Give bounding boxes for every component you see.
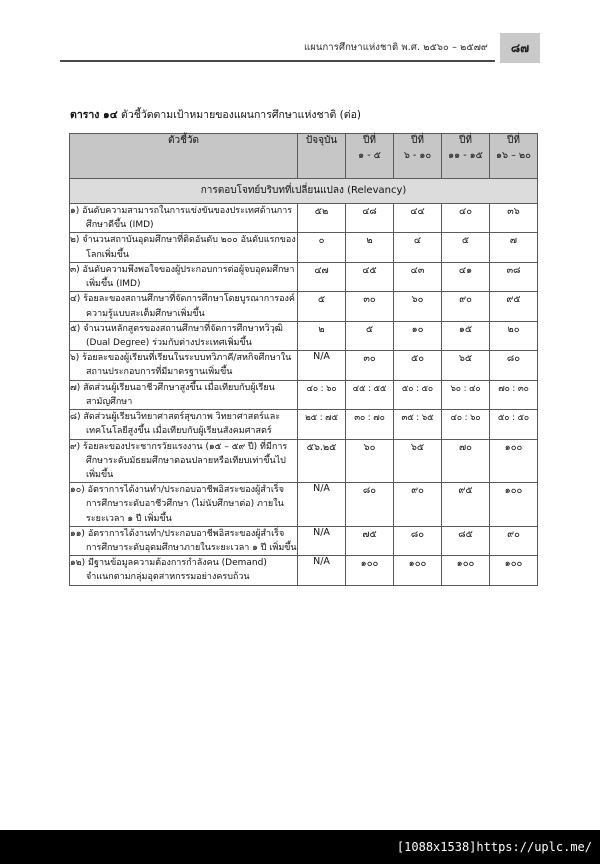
value-cell-p3: ๙๕ <box>442 483 490 527</box>
table-row <box>70 321 538 350</box>
indicator-name-cell <box>70 292 298 321</box>
indicator-text: มีฐานข้อมูลความต้องการกำลังคน (Demand) จำแนกตามกลุ่มอุตสาหกรรมอย่างครบถ้วน <box>86 558 267 583</box>
value-cell-p4: ๕๐ : ๕๐ <box>490 410 538 439</box>
indicator-number: ๖) <box>70 353 80 364</box>
value-cell-p3: ๔๐ <box>442 204 490 233</box>
column-header-period-4-line2: ๑๖ – ๒๐ <box>496 149 531 161</box>
footer-watermark-text: [1088x1538]https://uplc.me/ <box>396 840 592 854</box>
table-row <box>70 380 538 409</box>
value-cell-p4: ๑๐๐ <box>490 439 538 483</box>
value-cell-p2: ๑๐ <box>394 321 442 350</box>
indicator-name-cell <box>70 410 298 439</box>
column-header-period-3-line1: ปีที่ <box>459 135 472 146</box>
column-header-period-3-line2: ๑๑ - ๑๕ <box>448 149 483 161</box>
indicator-name-cell <box>70 526 298 555</box>
value-cell-current: ๕๖.๒๕ <box>298 439 346 483</box>
indicator-number: ๑๑) <box>70 528 85 539</box>
table-section-row <box>70 179 538 204</box>
indicator-number: ๕) <box>70 323 81 334</box>
indicator-text: จำนวนหลักสูตรของสถานศึกษาที่จัดการศึกษาทวิวุฒิ (Dual Degree) ร่วมกับต่างประเทศเพิ่มขึ้น <box>83 323 283 348</box>
indicators-table <box>69 133 538 586</box>
value-cell-p3: ๗๐ <box>442 439 490 483</box>
indicator-number: ๓) <box>70 264 80 275</box>
indicator-name-cell <box>70 439 298 483</box>
column-header-period-4 <box>490 134 538 179</box>
column-header-period-1 <box>346 134 394 179</box>
column-header-period-1-line2: ๑ - ๕ <box>358 149 381 161</box>
page-number-badge: ๘๗ <box>500 33 540 63</box>
table-caption-label: ตาราง ๑๔ <box>70 109 118 121</box>
indicator-text: ร้อยละของผู้เรียนที่เรียนในระบบทวิภาคี/สหกิจศึกษาในสถานประกอบการที่มีมาตรฐานเพิ่มขึ้น <box>82 353 292 378</box>
column-header-period-4-line1: ปีที่ <box>507 135 520 146</box>
indicator-name-cell <box>70 483 298 527</box>
indicators-table-wrap <box>69 133 537 586</box>
value-cell-p4: ๙๐ <box>490 526 538 555</box>
value-cell-p3: ๑๕ <box>442 321 490 350</box>
value-cell-current: N/A <box>298 526 346 555</box>
value-cell-p4: ๘๐ <box>490 351 538 380</box>
value-cell-p1: ๔๕ : ๕๕ <box>346 380 394 409</box>
value-cell-p4: ๓๖ <box>490 204 538 233</box>
indicator-name-cell <box>70 321 298 350</box>
value-cell-p3: ๕ <box>442 233 490 262</box>
value-cell-p3: ๑๐๐ <box>442 556 490 585</box>
value-cell-current: ๒ <box>298 321 346 350</box>
column-header-period-1-line1: ปีที่ <box>363 135 376 146</box>
table-row <box>70 483 538 527</box>
table-row <box>70 410 538 439</box>
indicator-text: อันดับความพึงพอใจของผู้ประกอบการต่อผู้จบอุดมศึกษาเพิ่มขึ้น (IMD) <box>82 264 295 290</box>
value-cell-p3: ๘๕ <box>442 526 490 555</box>
indicator-text: อัตราการได้งานทำ/ประกอบอาชีพอิสระของผู้สำเร็จการศึกษาระดับอุดมศึกษาภายในระยะเวลา ๑ ปี เพิ่มขึ้น <box>86 528 297 554</box>
table-section-label: การตอบโจทย์บริบทที่เปลี่ยนแปลง (Relevancy) <box>70 179 538 204</box>
indicator-text: สัดส่วนผู้เรียนวิทยาศาสตร์สุขภาพ วิทยาศาสตร์และเทคโนโลยีสูงขึ้น เมื่อเทียบกับผู้เรียนสังคมศาสตร์ <box>83 412 281 437</box>
value-cell-p4: ๑๐๐ <box>490 483 538 527</box>
value-cell-p3: ๔๐ : ๖๐ <box>442 410 490 439</box>
value-cell-p3: ๔๑ <box>442 262 490 291</box>
value-cell-p1: ๓๐ <box>346 292 394 321</box>
column-header-indicator-line1: ตัวชี้วัด <box>167 135 199 146</box>
footer-watermark-bar <box>0 830 600 864</box>
value-cell-p2: ๕๐ : ๕๐ <box>394 380 442 409</box>
value-cell-p1: ๕ <box>346 321 394 350</box>
indicator-number: ๒) <box>70 235 80 246</box>
value-cell-p2: ๕๐ <box>394 351 442 380</box>
indicator-text: อันดับความสามารถในการแข่งขันของประเทศด้านการศึกษาดีขึ้น (IMD) <box>82 206 293 231</box>
value-cell-p1: ๖๐ <box>346 439 394 483</box>
value-cell-current: N/A <box>298 483 346 527</box>
value-cell-p1: ๘๐ <box>346 483 394 527</box>
indicator-text: สัดส่วนผู้เรียนอาชีวศึกษาสูงขึ้น เมื่อเทียบกับผู้เรียนสามัญศึกษา <box>83 382 275 407</box>
indicator-number: ๙) <box>70 441 81 452</box>
header-rule <box>60 60 495 62</box>
indicator-text: ร้อยละของสถานศึกษาที่จัดการศึกษาโดยบูรณาการองค์ความรู้แบบสะเต็มศึกษาเพิ่มขึ้น <box>83 294 295 319</box>
value-cell-p2: ๖๐ <box>394 292 442 321</box>
table-row <box>70 292 538 321</box>
column-header-period-2-line2: ๖ - ๑๐ <box>403 149 432 161</box>
column-header-period-2 <box>394 134 442 179</box>
value-cell-p3: ๙๐ <box>442 292 490 321</box>
indicator-number: ๑๐) <box>70 485 85 496</box>
value-cell-p4: ๒๐ <box>490 321 538 350</box>
indicator-name-cell <box>70 351 298 380</box>
table-header-row <box>70 134 538 179</box>
indicator-name-cell <box>70 204 298 233</box>
indicator-text: จำนวนสถาบันอุดมศึกษาที่ติดอันดับ ๒๐๐ อันดับแรกของโลกเพิ่มขึ้น <box>82 235 296 260</box>
indicator-name-cell <box>70 233 298 262</box>
value-cell-current: ๒๕ : ๗๕ <box>298 410 346 439</box>
value-cell-p4: ๗ <box>490 233 538 262</box>
value-cell-p1: ๔๕ <box>346 262 394 291</box>
table-row <box>70 262 538 291</box>
value-cell-p2: ๙๐ <box>394 483 442 527</box>
indicator-number: ๑) <box>70 206 80 216</box>
indicator-number: ๘) <box>70 412 81 423</box>
indicator-name-cell <box>70 556 298 585</box>
running-header-title: แผนการศึกษาแห่งชาติ พ.ศ. ๒๕๖๐ – ๒๕๗๙ <box>303 42 488 53</box>
value-cell-current: ๔๗ <box>298 262 346 291</box>
value-cell-p4: ๓๘ <box>490 262 538 291</box>
column-header-current <box>298 134 346 179</box>
table-body <box>70 179 538 586</box>
value-cell-p2: ๑๐๐ <box>394 556 442 585</box>
value-cell-p2: ๓๕ : ๖๕ <box>394 410 442 439</box>
value-cell-p1: ๔๘ <box>346 204 394 233</box>
value-cell-p4: ๙๕ <box>490 292 538 321</box>
table-caption <box>70 106 361 123</box>
column-header-period-2-line1: ปีที่ <box>411 135 424 146</box>
value-cell-current: N/A <box>298 351 346 380</box>
indicator-number: ๔) <box>70 294 81 305</box>
table-caption-text: ตัวชี้วัดตามเป้าหมายของแผนการศึกษาแห่งชาติ (ต่อ) <box>121 109 361 121</box>
indicator-text: ร้อยละของประชากรวัยแรงงาน (๑๕ – ๕๙ ปี) ที่มีการศึกษาระดับมัธยมศึกษาตอนปลายหรือเทียบเท่าขึ้นไปเพิ่มขึ้น <box>82 441 288 480</box>
value-cell-current: N/A <box>298 556 346 585</box>
value-cell-p2: ๔๓ <box>394 262 442 291</box>
table-row <box>70 233 538 262</box>
value-cell-p4: ๗๐ : ๓๐ <box>490 380 538 409</box>
indicator-name-cell <box>70 262 298 291</box>
value-cell-p3: ๖๐ : ๔๐ <box>442 380 490 409</box>
column-header-indicator <box>70 134 298 179</box>
column-header-period-3 <box>442 134 490 179</box>
table-row <box>70 351 538 380</box>
table-row <box>70 204 538 233</box>
value-cell-current: ๕๒ <box>298 204 346 233</box>
value-cell-p4: ๑๐๐ <box>490 556 538 585</box>
indicator-name-cell <box>70 380 298 409</box>
value-cell-p1: ๓๐ <box>346 351 394 380</box>
value-cell-p1: ๓๐ : ๗๐ <box>346 410 394 439</box>
value-cell-p3: ๖๕ <box>442 351 490 380</box>
value-cell-current: ๕ <box>298 292 346 321</box>
table-row <box>70 439 538 483</box>
running-header <box>60 38 540 64</box>
value-cell-p2: ๘๐ <box>394 526 442 555</box>
value-cell-p2: ๔ <box>394 233 442 262</box>
table-head <box>70 134 538 179</box>
value-cell-current: ๔๐ : ๖๐ <box>298 380 346 409</box>
table-row <box>70 556 538 585</box>
value-cell-p2: ๖๕ <box>394 439 442 483</box>
value-cell-p1: ๒ <box>346 233 394 262</box>
table-row <box>70 526 538 555</box>
indicator-number: ๗) <box>70 382 81 393</box>
value-cell-p1: ๗๕ <box>346 526 394 555</box>
column-header-current-line1: ปัจจุบัน <box>305 135 338 146</box>
indicator-number: ๑๒) <box>70 558 86 569</box>
value-cell-current: ๐ <box>298 233 346 262</box>
value-cell-p1: ๑๐๐ <box>346 556 394 585</box>
indicator-text: อัตราการได้งานทำ/ประกอบอาชีพอิสระของผู้สำเร็จการศึกษาระดับอาชีวศึกษา (ไม่นับศึกษาต่อ) ภายในระยะเวลา ๑ ปี เพิ่มขึ้น <box>86 485 285 524</box>
value-cell-p2: ๔๔ <box>394 204 442 233</box>
